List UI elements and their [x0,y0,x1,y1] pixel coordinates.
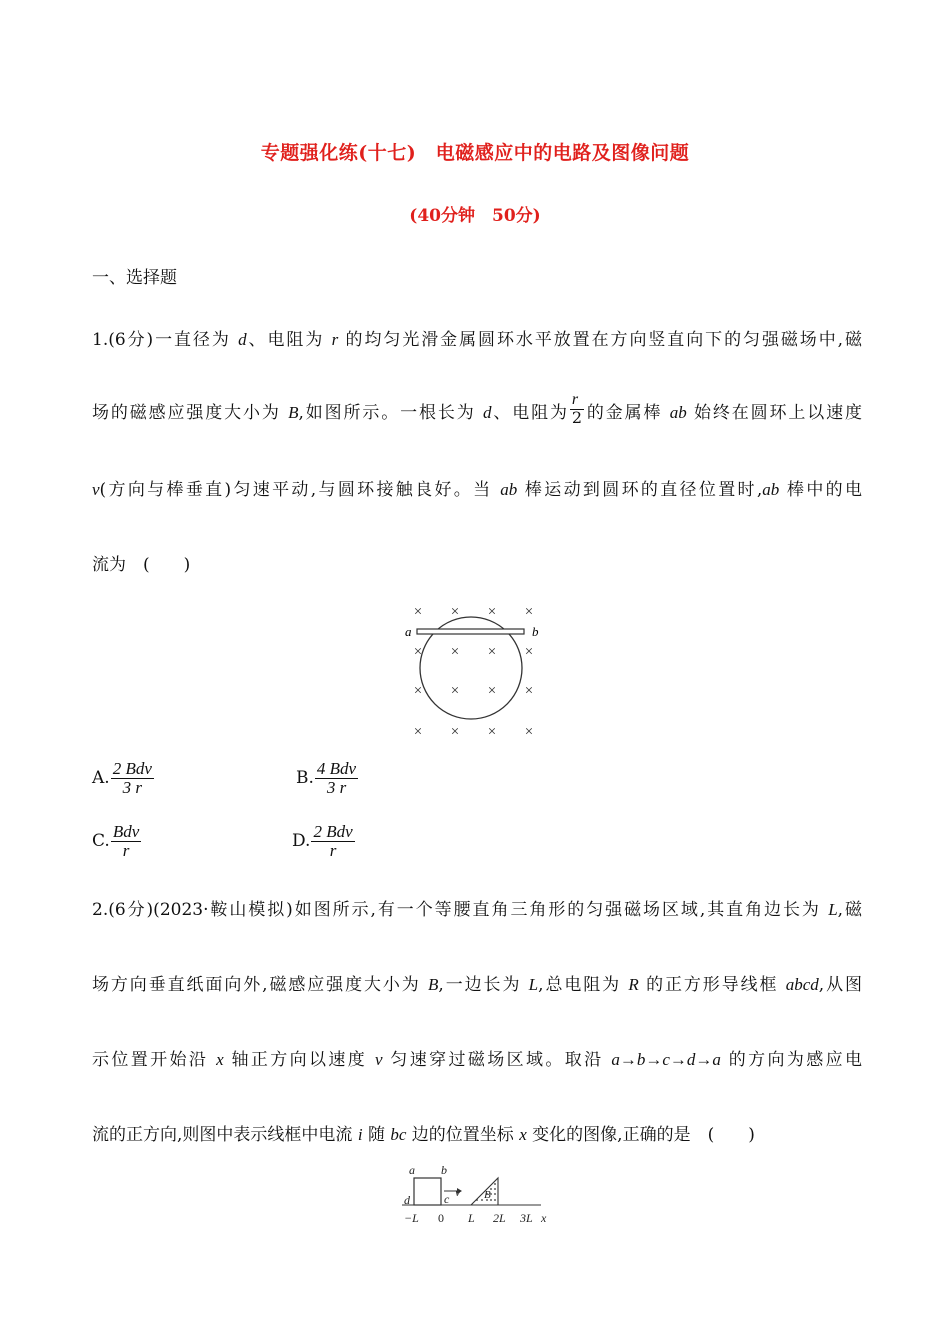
cross-mark: × [524,683,534,699]
q1-line-3: v(方向与棒垂直)匀速平动,与圆环接触良好。当 ab 棒运动到圆环的直径位置时,ab 棒中的电 [92,480,863,500]
axis-label-x: x [541,1211,547,1225]
option-d[interactable]: D. $\frac{\text{2 Bdv}}{r}$ [292,822,353,860]
cross-mark: × [413,644,423,660]
square-loop-abcd [414,1178,441,1205]
tick-L: L [468,1211,475,1225]
rod-label-b: b [532,624,539,639]
cross-mark: × [524,644,534,660]
tick-2L: 2L [493,1211,506,1225]
page-title: 专题强化练(十七) 电磁感应中的电路及图像问题 [260,142,690,164]
magnetic-field-crosses [414,604,533,740]
option-c[interactable]: C. $\frac{\text{Bdv}}{r}$ [92,822,140,860]
q1-line-2: 场的磁感应强度大小为 B,如图所示。一根长为 d、电阻为 $\frac{r}{2}$ 的金属棒 ab 始终在圆环上以速度 [92,391,863,427]
page-subtitle: (40分钟 50分) [409,206,541,226]
q2-line-1: 2.(6分)(2023·鞍山模拟)如图所示,有一个等腰直角三角形的匀强磁场区域,其直角边长为 L,磁 [92,900,863,920]
loop-label-b: b [441,1163,447,1177]
q2-line-4: 流的正方向,则图中表示线框中电流 i 随 bc 边的位置坐标 x 变化的图像,正确的是 ( ) [92,1125,755,1145]
cross-mark: × [524,604,534,620]
velocity-label: v [455,1185,461,1199]
loop-label-d: d [404,1193,410,1207]
q1-line-4: 流为 ( ) [92,555,191,575]
cross-mark: × [413,683,423,699]
fraction-r-over-2: $\frac{r}{2}$ [571,391,583,427]
tick-3L: 3L [520,1211,533,1225]
cross-mark: × [487,604,497,620]
cross-mark: × [450,644,460,660]
tick-0: 0 [438,1211,444,1225]
cross-mark: × [450,604,460,620]
q1-figure [395,598,555,743]
loop-label-c: c [444,1192,450,1206]
tick-neg-L: −L [404,1211,419,1225]
cross-mark: × [487,683,497,699]
cross-mark: × [487,724,497,740]
q2-figure [398,1160,558,1228]
metal-rod-ab [417,629,524,634]
rod-label-a: a [405,624,412,639]
cross-mark: × [413,724,423,740]
q2-line-3: 示位置开始沿 x 轴正方向以速度 v 匀速穿过磁场区域。取沿 a→b→c→d→a 的方向为感应电 [92,1050,863,1070]
cross-mark: × [524,724,534,740]
cross-mark: × [413,604,423,620]
loop-label-a: a [409,1163,415,1177]
cross-mark: × [450,683,460,699]
q1-line-1: 1.(6分)一直径为 d、电阻为 r 的均匀光滑金属圆环水平放置在方向竖直向下的匀强磁场中,磁 [92,330,862,350]
section-heading: 一、选择题 [92,268,177,288]
option-a[interactable]: A. $\frac{\text{2 Bdv}}{3 r}$ [92,759,152,797]
q2-line-2: 场方向垂直纸面向外,磁感应强度大小为 B,一边长为 L,总电阻为 R 的正方形导线框 abcd,从图 [92,975,863,995]
field-label-B: B [484,1189,491,1201]
option-b[interactable]: B. $\frac{\text{4 Bdv}}{3 r}$ [296,759,357,797]
cross-mark: × [487,644,497,660]
cross-mark: × [450,724,460,740]
